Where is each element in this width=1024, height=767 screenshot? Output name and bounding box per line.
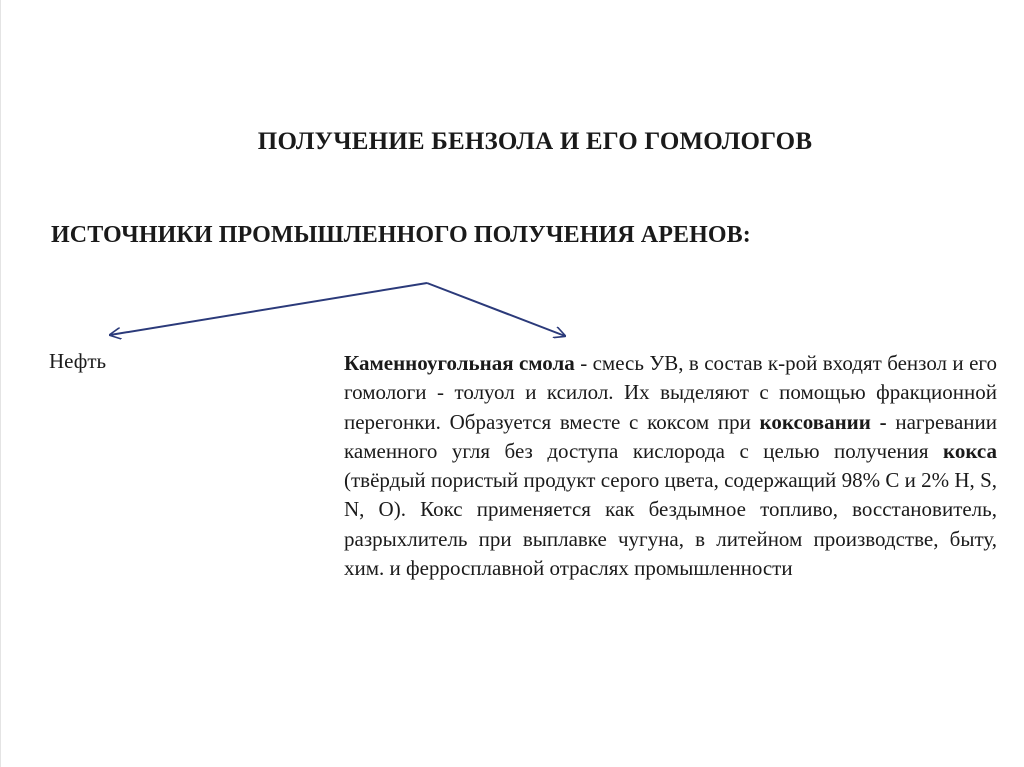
term-coke: кокса xyxy=(943,438,997,463)
description-part-2: нагревании каменного угля без доступа кислорода с целью получения xyxy=(344,409,997,463)
slide-title: ПОЛУЧЕНИЕ БЕНЗОЛА И ЕГО ГОМОЛОГОВ xyxy=(257,128,813,155)
description-part-1: - смесь УВ, в состав к-рой входят бензол и его гомологи - толуол и ксилол. Их выделяют с помощью фракционной перегонки. Образуется вместе с коксом при xyxy=(344,351,997,434)
term-coal-tar: Каменноугольная смола xyxy=(344,351,575,375)
source-oil-label: Нефть xyxy=(49,349,107,373)
slide-subtitle: ИСТОЧНИКИ ПРОМЫШЛЕННОГО ПОЛУЧЕНИЯ АРЕНОВ: xyxy=(51,222,751,248)
source-coal-tar-description xyxy=(344,349,997,583)
term-coking: коксовании - xyxy=(759,409,887,434)
description-part-3: (твёрдый пористый продукт серого цвета, содержащий 98% С и 2% Н, S, N, О). Кокс применяется как бездымное топливо, восстановитель, разрыхлитель при выплавке чугуна, в литейном производстве, быту, хим. и ферросплавной отраслях промышленности xyxy=(344,468,997,581)
arrow-left xyxy=(110,283,427,335)
arrow-right xyxy=(427,283,565,336)
